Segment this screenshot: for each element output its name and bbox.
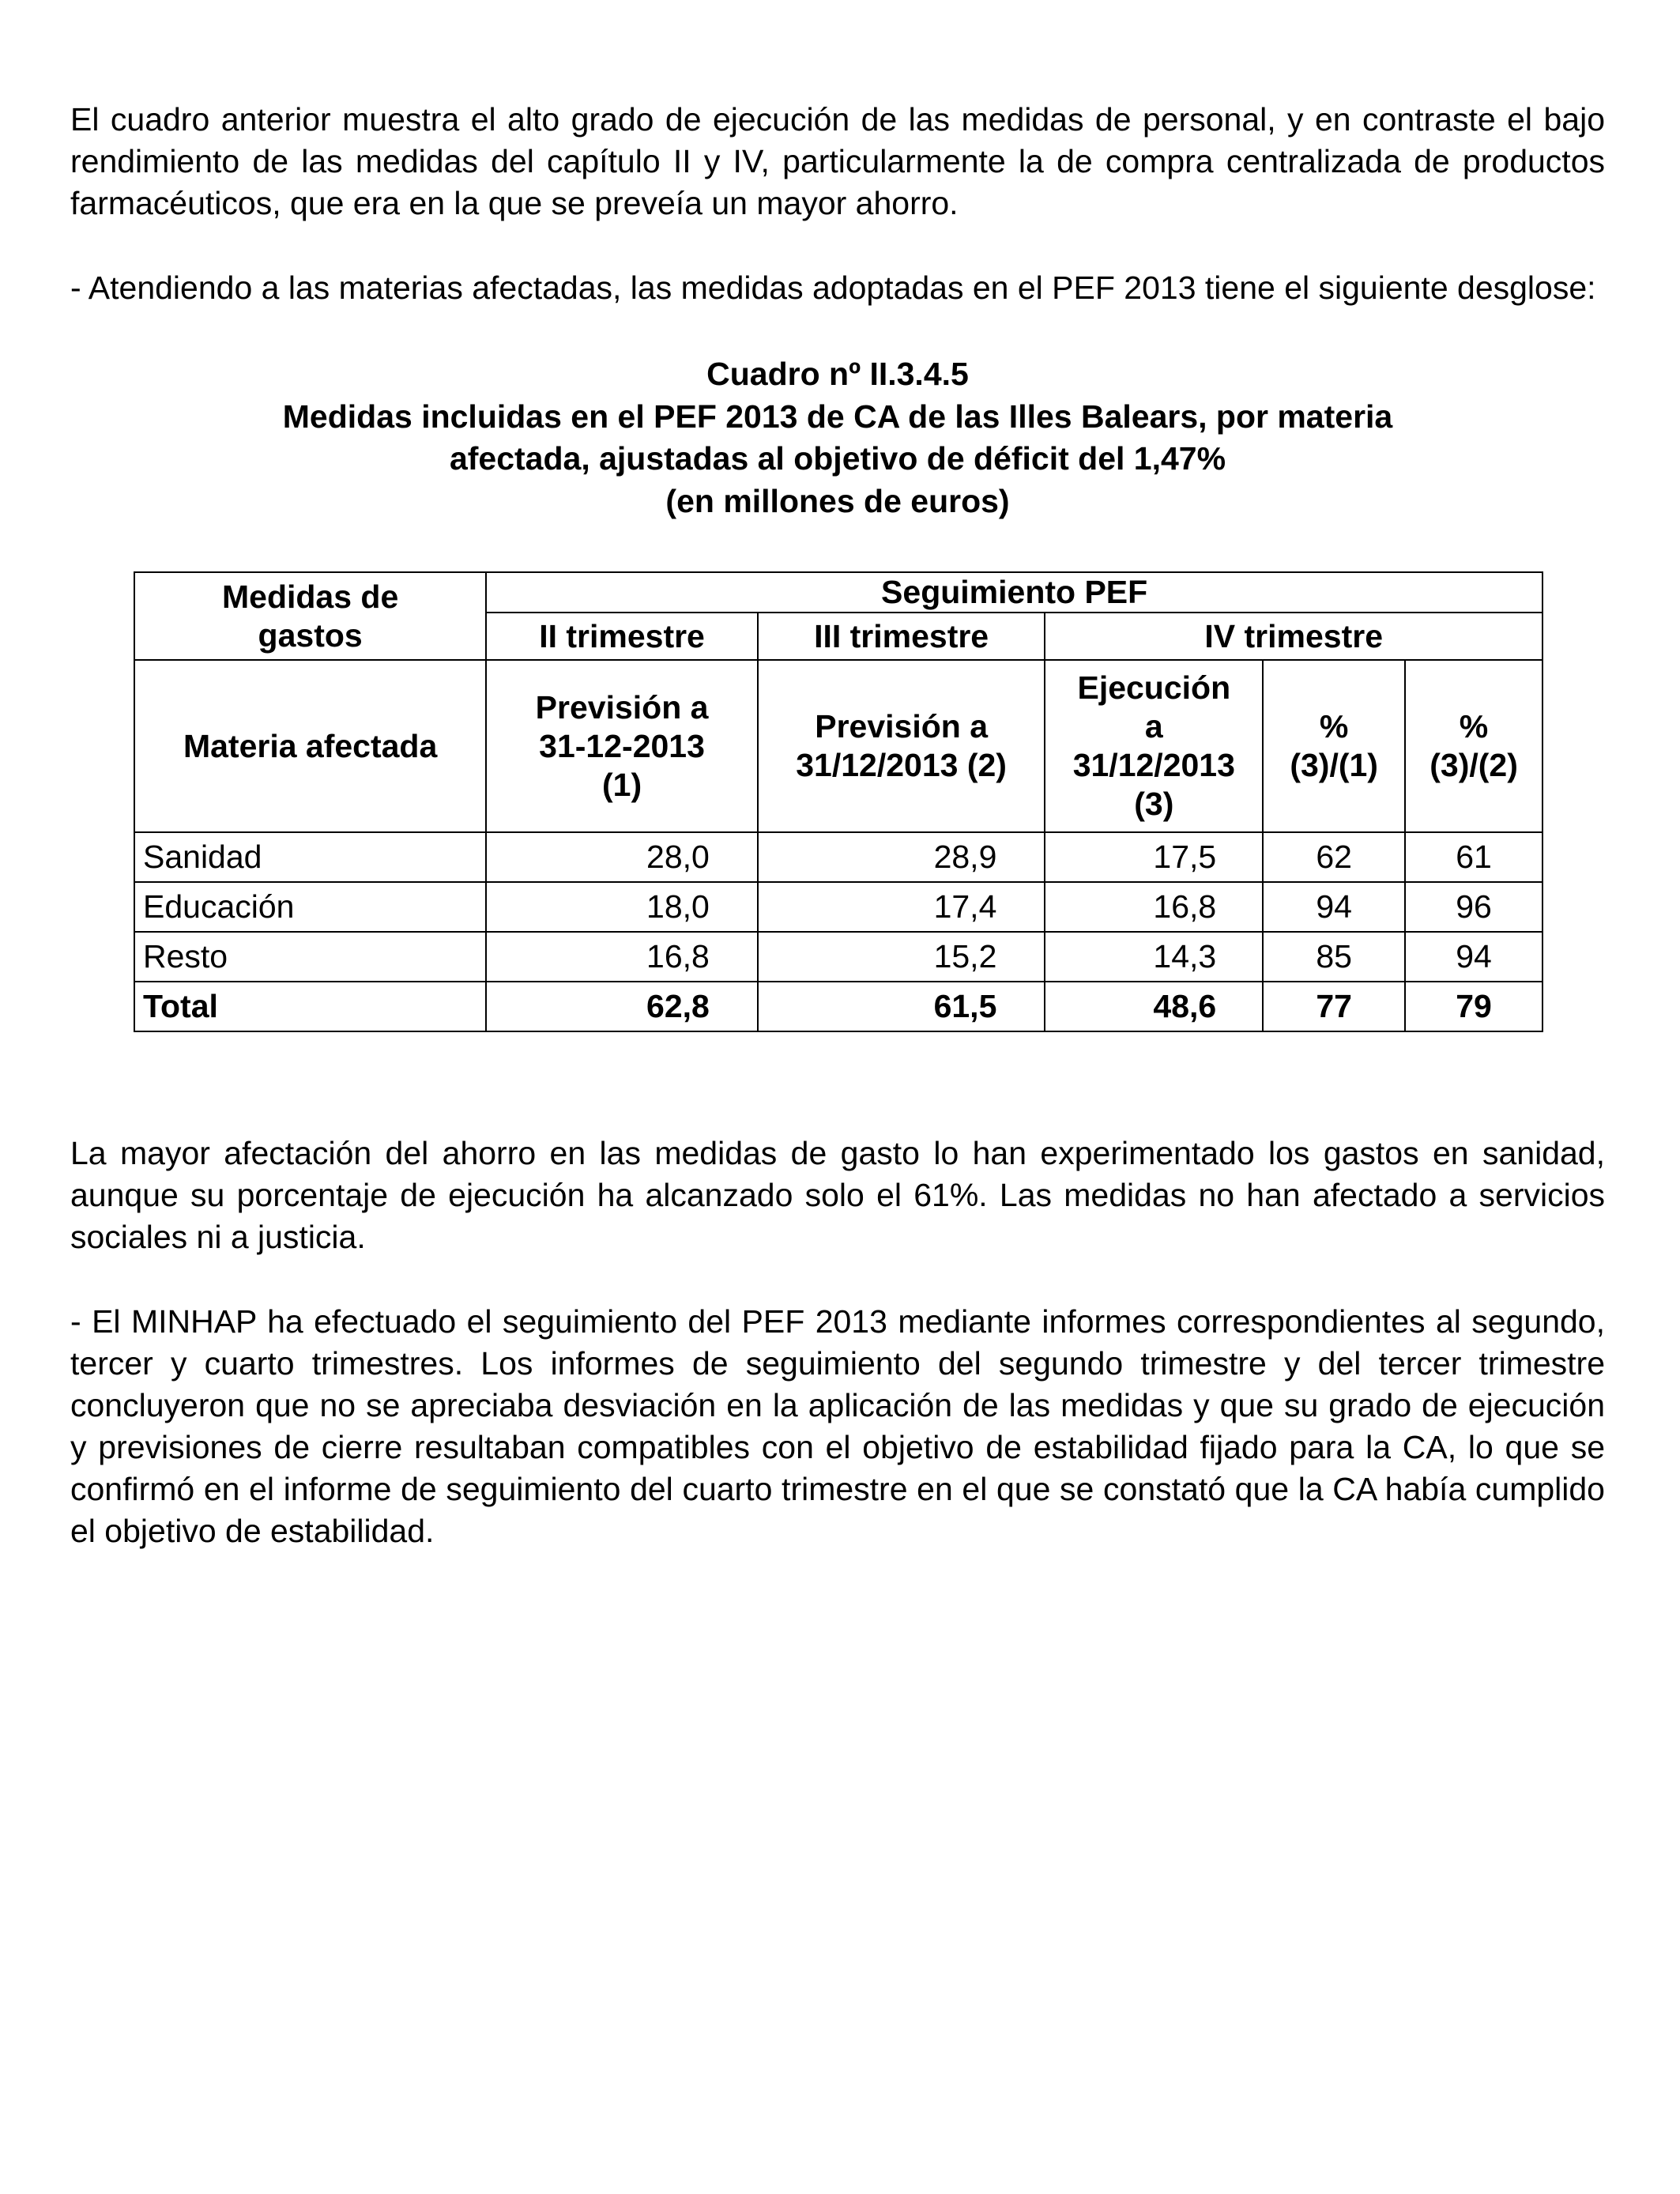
cell-total-label: Total bbox=[134, 982, 486, 1031]
header-ejecucion: Ejecución a 31/12/2013 (3) bbox=[1045, 660, 1263, 832]
table-header-row-1 bbox=[134, 572, 1543, 613]
header-materia-afectada: Materia afectada bbox=[134, 660, 486, 832]
cell-materia: Sanidad bbox=[134, 832, 486, 882]
paragraph-materias: - Atendiendo a las materias afectadas, las medidas adoptadas en el PEF 2013 tiene el siguiente desglose: bbox=[70, 270, 1596, 306]
caption-units: (en millones de euros) bbox=[665, 482, 1010, 519]
cell-ejecucion: 17,5 bbox=[1045, 832, 1263, 882]
cell-total-prevision-2: 61,5 bbox=[758, 982, 1045, 1031]
cell-prevision-1: 18,0 bbox=[486, 882, 758, 932]
table-row bbox=[134, 832, 1543, 882]
cell-total-prevision-1: 62,8 bbox=[486, 982, 758, 1031]
header-trimestre-2: II trimestre bbox=[486, 613, 758, 660]
cell-total-ejecucion: 48,6 bbox=[1045, 982, 1263, 1031]
cell-total-pct-3-1: 77 bbox=[1263, 982, 1405, 1031]
cell-materia: Educación bbox=[134, 882, 486, 932]
cell-pct-3-1: 94 bbox=[1263, 882, 1405, 932]
table-row bbox=[134, 882, 1543, 932]
cell-ejecucion: 14,3 bbox=[1045, 932, 1263, 982]
caption-title-line2: afectada, ajustadas al objetivo de déficit del 1,47% bbox=[449, 440, 1226, 477]
cell-pct-3-2: 94 bbox=[1405, 932, 1543, 982]
cell-ejecucion: 16,8 bbox=[1045, 882, 1263, 932]
cell-materia: Resto bbox=[134, 932, 486, 982]
header-seguimiento-pef: Seguimiento PEF bbox=[486, 572, 1543, 613]
measures-table bbox=[134, 571, 1543, 1032]
caption-number: Cuadro nº II.3.4.5 bbox=[706, 356, 969, 392]
document-page bbox=[70, 99, 1605, 1549]
cell-pct-3-2: 61 bbox=[1405, 832, 1543, 882]
cell-pct-3-1: 85 bbox=[1263, 932, 1405, 982]
cell-pct-3-2: 96 bbox=[1405, 882, 1543, 932]
cell-prevision-2: 15,2 bbox=[758, 932, 1045, 982]
cell-pct-3-1: 62 bbox=[1263, 832, 1405, 882]
cell-prevision-2: 17,4 bbox=[758, 882, 1045, 932]
table-header-row-3 bbox=[134, 660, 1543, 832]
header-pct-3-2: % (3)/(2) bbox=[1405, 660, 1543, 832]
header-prevision-2: Previsión a 31/12/2013 (2) bbox=[758, 660, 1045, 832]
cell-prevision-1: 16,8 bbox=[486, 932, 758, 982]
header-pct-3-1: % (3)/(1) bbox=[1263, 660, 1405, 832]
table-total-row bbox=[134, 982, 1543, 1031]
cell-prevision-2: 28,9 bbox=[758, 832, 1045, 882]
cell-total-pct-3-2: 79 bbox=[1405, 982, 1543, 1031]
header-medidas-gastos: Medidas de gastos bbox=[134, 572, 486, 660]
paragraph-seguimiento: - El MINHAP ha efectuado el seguimiento del PEF 2013 mediante informes correspondientes al segundo, tercer y cuarto trimestres. Los informes de seguimiento del segundo trimestre y del tercer trimestre concluyeron que no se apreciaba desviación en la aplicación de las medidas y que su grado de ejecución y previsiones de cierre resultaban compatibles con el objetivo de estabilidad fijado para la CA, lo que se confirmó en el informe de seguimiento del cuarto trimestre en el que se constató que la CA había cumplido el objetivo de estabilidad. bbox=[70, 1303, 1605, 1549]
caption-title-line1: Medidas incluidas en el PEF 2013 de CA de las Illes Balears, por materia bbox=[282, 398, 1393, 435]
header-prevision-1: Previsión a 31-12-2013 (1) bbox=[486, 660, 758, 832]
cell-prevision-1: 28,0 bbox=[486, 832, 758, 882]
paragraph-intro: El cuadro anterior muestra el alto grado de ejecución de las medidas de personal, y en contraste el bajo rendimiento de las medidas del capítulo II y IV, particularmente la de compra centralizada de productos farmacéuticos, que era en la que se preveía un mayor ahorro. bbox=[70, 101, 1605, 221]
paragraph-afectacion: La mayor afectación del ahorro en las medidas de gasto lo han experimentado los gastos en sanidad, aunque su porcentaje de ejecución ha alcanzado solo el 61%. Las medidas no han afectado a servicios sociales ni a justicia. bbox=[70, 1135, 1605, 1255]
table-caption bbox=[70, 353, 1605, 522]
header-trimestre-3: III trimestre bbox=[758, 613, 1045, 660]
closing-text bbox=[70, 1133, 1605, 1552]
table-row bbox=[134, 932, 1543, 982]
header-trimestre-4: IV trimestre bbox=[1045, 613, 1543, 660]
